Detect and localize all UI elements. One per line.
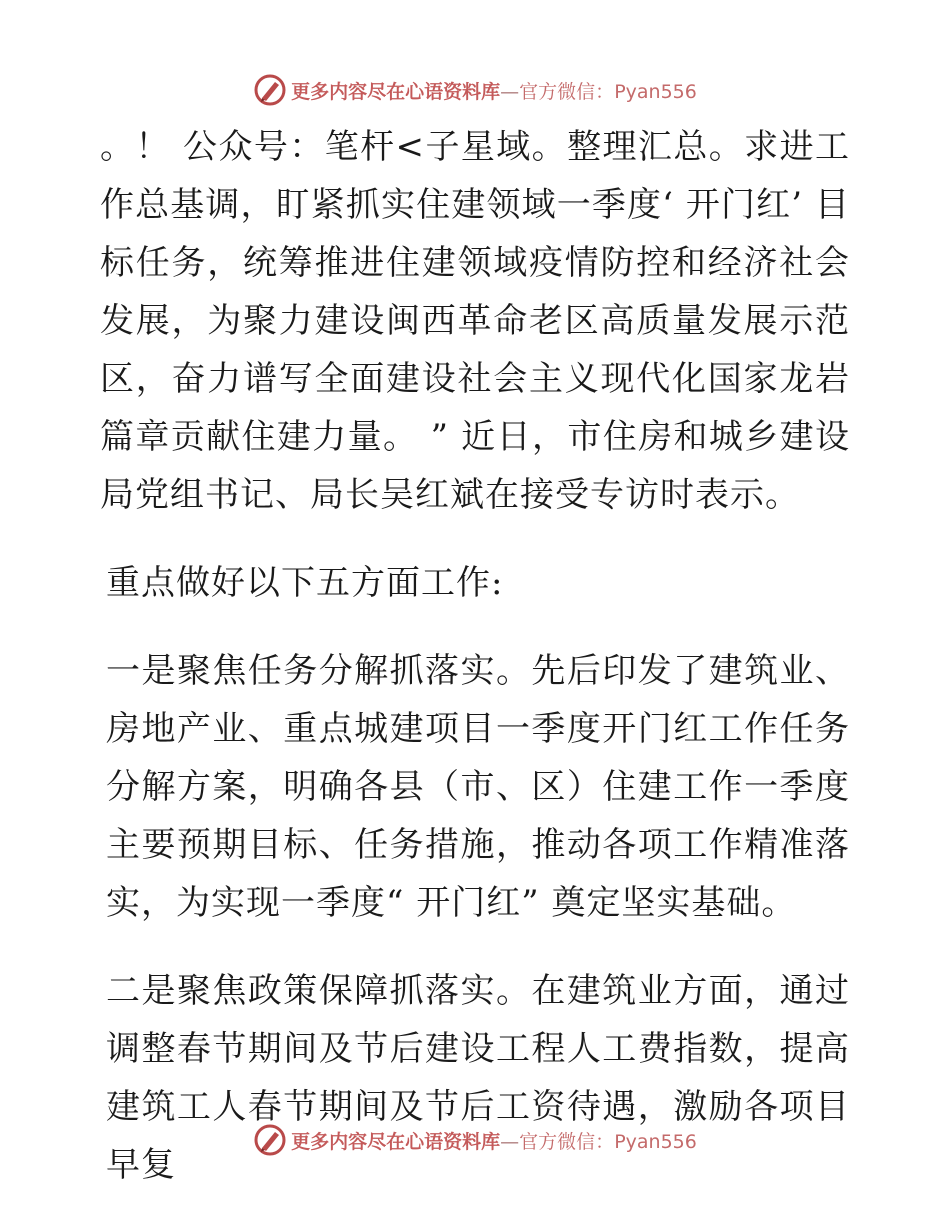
banner-text bbox=[291, 1127, 697, 1154]
footer-banner bbox=[0, 1120, 950, 1160]
header-banner bbox=[0, 70, 950, 110]
banner-dash: — bbox=[500, 80, 520, 103]
paragraph-1: 。！ 公众号：笔杆<子星域。整理汇总。求进工作总基调，盯紧抓实住建领域一季度‘ 开门红’ 目标任务，统筹推进住建领域疫情防控和经济社会发展，为聚力建设闽西革命老区高质量发展示范区，奋力谱写全面建设社会主义现代化国家龙岩篇章贡献住建力量。 ” 近日，市住房和城乡建设局党组书记、局长吴红斌在接受专访时表示。 bbox=[100, 127, 850, 515]
banner-account: Pyan556 bbox=[614, 80, 697, 103]
paragraph-2: 重点做好以下五方面工作: bbox=[106, 563, 504, 603]
banner-text bbox=[291, 77, 697, 104]
banner-dash: — bbox=[500, 1130, 520, 1153]
paragraph-3: 一是聚焦任务分解抓落实。先后印发了建筑业、房地产业、重点城建项目一季度开门红工作任务分解方案，明确各县（市、区）住建工作一季度主要预期目标、任务措施，推动各项工作精准落实，为实现一季度“ 开门红” 奠定坚实基础。 bbox=[106, 651, 850, 923]
document-body bbox=[100, 118, 850, 1194]
banner-official: 官方微信： bbox=[519, 1130, 615, 1153]
paragraph-4: 二是聚焦政策保障抓落实。在建筑业方面，通过调整春节期间及节后建设工程人工费指数，提高建筑工人春节期间及节后工资待遇，激励各项目早复 bbox=[106, 971, 850, 1185]
pen-logo-icon bbox=[253, 73, 287, 107]
banner-title: 更多内容尽在心语资料库 bbox=[291, 1130, 501, 1153]
banner-account: Pyan556 bbox=[614, 1130, 697, 1153]
banner-official: 官方微信： bbox=[519, 80, 615, 103]
pen-logo-icon bbox=[253, 1123, 287, 1157]
banner-title: 更多内容尽在心语资料库 bbox=[291, 80, 501, 103]
